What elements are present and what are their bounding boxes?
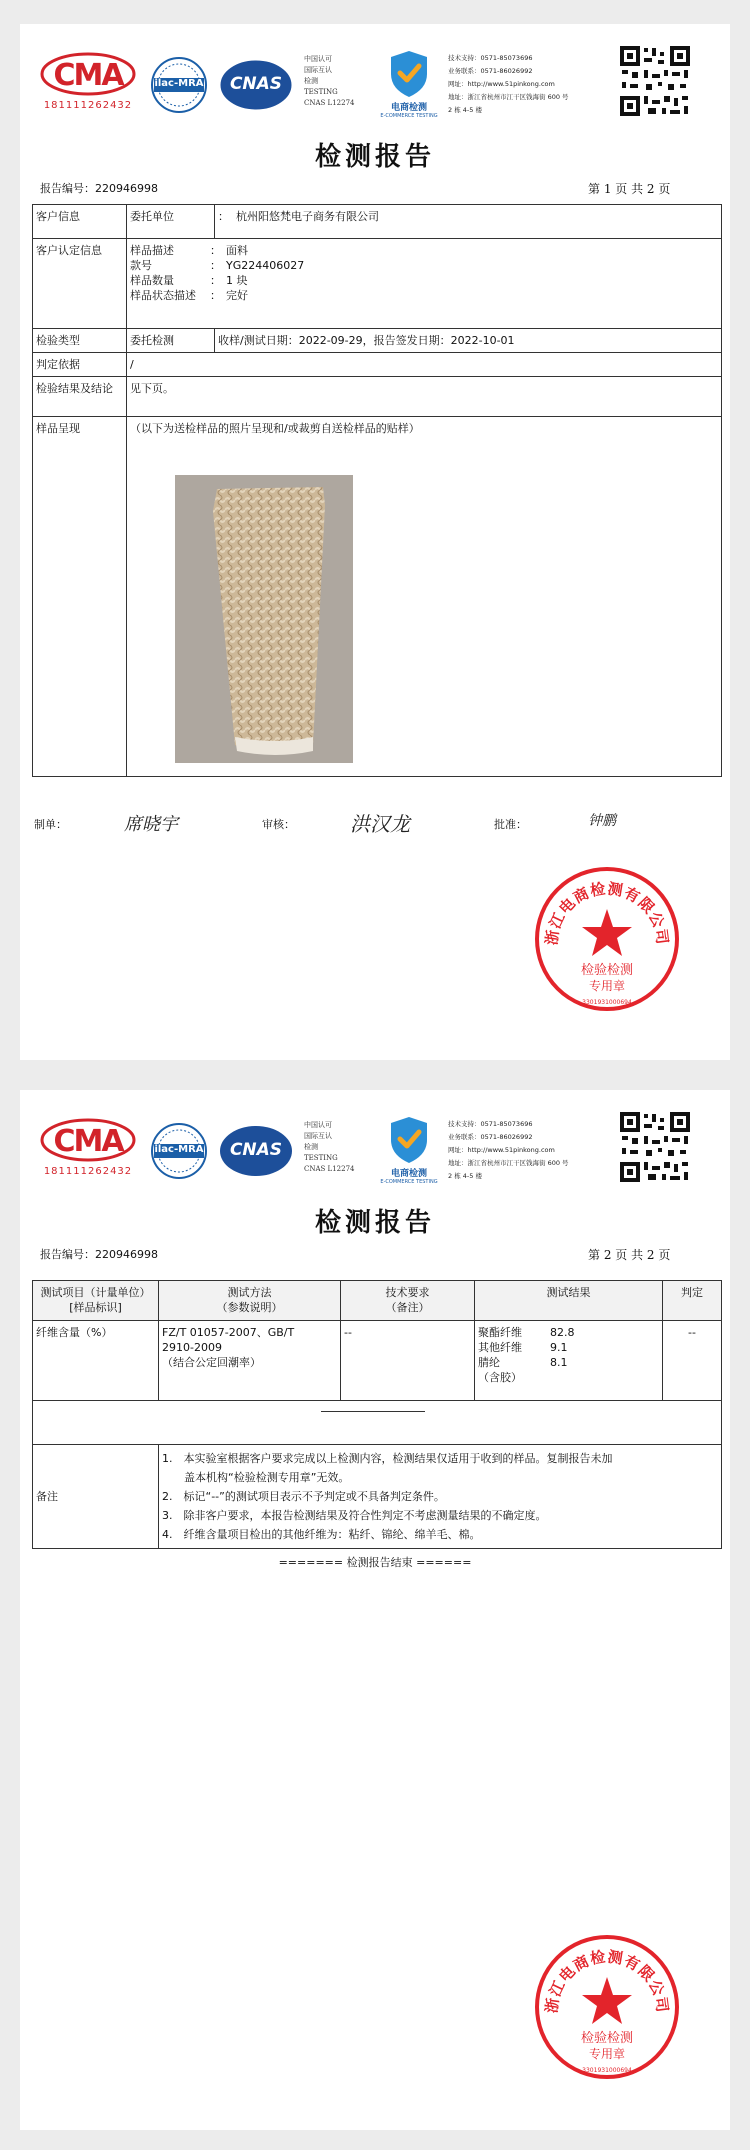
page-indicator: 第 2 页 共 2 页 — [588, 1248, 671, 1262]
list-item: 腈纶 8.1 — [478, 1356, 568, 1369]
approved-signature: 钟鹏 — [588, 813, 616, 829]
svg-text:3301931000694: 3301931000694 — [582, 2067, 632, 2074]
qr-code-icon — [618, 1110, 692, 1184]
report-page-2 — [20, 1090, 730, 2130]
ecommerce-testing-logo: 电商检测 E-COMMERCE TESTING — [372, 48, 446, 124]
ecommerce-testing-logo: 电商检测 E-COMMERCE TESTING — [372, 1114, 446, 1190]
accreditation-text: 中国认可 国际互认 检测 TESTING CNAS L12274 — [304, 55, 355, 107]
table-row: 客户信息 委托单位 ： 杭州阳悠梵电子商务有限公司 — [33, 205, 722, 239]
ilac-mra-logo: ilac-MRA — [148, 1122, 210, 1180]
shield-check-icon — [372, 48, 446, 100]
sample-photo — [175, 475, 353, 763]
table-row — [33, 239, 722, 329]
report-title: 检测报告 — [314, 1208, 435, 1238]
cnas-logo: CNAS — [218, 1124, 294, 1178]
row-key: 委托检测 — [127, 329, 215, 353]
report-number: 报告编号：220946998 — [40, 1248, 158, 1261]
table-row — [33, 417, 722, 777]
svg-text:浙江电商检测有限公司: 浙江电商检测有限公司 — [542, 1947, 672, 2015]
table-row — [33, 329, 722, 353]
row-label: 客户认定信息 — [33, 239, 127, 329]
list-item: 样品状态描述 ： 完好 — [130, 289, 248, 302]
test-method: FZ/T 01057-2007、GB/T 2910-2009 （结合公定回潮率） — [159, 1321, 341, 1401]
official-stamp — [532, 864, 682, 1014]
shield-check-icon — [372, 1114, 446, 1166]
dates-text: 收样/测试日期：2022-09-29，报告签发日期：2022-10-01 — [215, 329, 722, 353]
row-label: 样品呈现 — [33, 417, 127, 777]
client-name: 杭州阳悠梵电子商务有限公司 — [236, 210, 379, 223]
table-row: 检验结果及结论 见下页。 — [33, 377, 722, 417]
svg-text:3301931000694: 3301931000694 — [582, 999, 632, 1006]
cnas-logo: CNAS — [218, 58, 294, 112]
row-label: 判定依据 — [33, 353, 127, 377]
table-row: 判定依据 / — [33, 353, 722, 377]
list-item: 款号 ： YG224406027 — [130, 259, 305, 272]
svg-text:检验检测: 检验检测 — [580, 2031, 634, 2046]
cma-logo — [38, 48, 138, 114]
list-item: 聚酯纤维 82.8 — [478, 1326, 575, 1339]
row-label: 检验类型 — [33, 329, 127, 353]
report-number: 报告编号：220946998 — [40, 182, 158, 195]
cma-number: 181111262432 — [43, 1166, 133, 1177]
row-label: 客户信息 — [33, 205, 127, 239]
contact-info: 技术支持：0571-85073696 业务联系：0571-86026992 网址：http://www.51pinkong.com 地址：浙江省杭州市江干区钱海街 600 号 2 栋 4-5 楼 — [448, 1120, 569, 1180]
reviewed-label: 审核： — [262, 818, 295, 831]
list-item: 样品描述 ： 面料 — [130, 244, 248, 257]
ilac-mra-logo: ilac-MRA — [148, 56, 210, 114]
prepared-signature: 席晓宇 — [124, 814, 178, 835]
report-title: 检测报告 — [314, 142, 435, 172]
qr-code-icon — [618, 44, 692, 118]
row-key: 委托单位 — [127, 205, 215, 239]
svg-text:CMA: CMA — [53, 1124, 123, 1159]
official-stamp — [532, 1932, 682, 2082]
remarks-list: 1. 本实验室根据客户要求完成以上检测内容，检测结果仅适用于收到的样品。复制报告未加 盖本机构“检验检测专用章”无效。 2. 标记“--”的测试项目表示不予判定或不具备判定条件。 3. 除非客户要求，本报告检测结果及符合性判定不考虑测量结果的不确定度。 4. 纤维含量项目检出的其他纤维为：粘纤、锦纶、绵羊毛、棉。 — [159, 1445, 722, 1549]
svg-text:专用章: 专用章 — [588, 2047, 626, 2061]
reviewed-signature: 洪汉龙 — [350, 812, 410, 836]
test-judgement: -- — [663, 1321, 722, 1401]
list-item: 样品数量 ： 1 块 — [130, 274, 248, 287]
remarks-label: 备注 — [33, 1445, 159, 1549]
cma-number: 181111262432 — [43, 100, 133, 111]
divider — [321, 1411, 425, 1412]
test-requirement: -- — [341, 1321, 475, 1401]
accreditation-text: 中国认可 国际互认 检测 TESTING CNAS L12274 — [304, 1121, 355, 1173]
star-icon — [582, 1977, 632, 2024]
contact-info: 技术支持：0571-85073696 业务联系：0571-86026992 网址：http://www.51pinkong.com 地址：浙江省杭州市江干区钱海街 600 号 2 栋 4-5 楼 — [448, 54, 569, 114]
list-item: 其他纤维 9.1 — [478, 1341, 568, 1354]
prepared-label: 制单： — [34, 818, 67, 831]
svg-text:CMA: CMA — [53, 58, 123, 93]
star-icon — [582, 909, 632, 956]
approved-label: 批准： — [494, 818, 527, 831]
report-info-table — [32, 204, 722, 777]
test-result: 聚酯纤维 82.8 其他纤维 9.1 腈纶 8.1 （含胶） — [475, 1321, 663, 1401]
table-header-row: 测试项目（计量单位） [样品标识] 测试方法 （参数说明） 技术要求 （备注） 测试结果 判定 — [33, 1281, 722, 1321]
row-label: 检验结果及结论 — [33, 377, 127, 417]
svg-text:浙江电商检测有限公司: 浙江电商检测有限公司 — [542, 879, 672, 947]
test-results-table — [32, 1280, 722, 1549]
table-row — [33, 1321, 722, 1401]
svg-text:检验检测: 检验检测 — [580, 963, 634, 978]
cma-logo — [38, 1114, 138, 1180]
table-row — [33, 1401, 722, 1445]
page-indicator: 第 1 页 共 2 页 — [588, 182, 671, 196]
report-end-line: ======= 检测报告结束 ====== — [278, 1556, 472, 1569]
table-row — [33, 1445, 722, 1549]
test-item: 纤维含量（%） — [33, 1321, 159, 1401]
svg-text:专用章: 专用章 — [588, 979, 626, 993]
sample-note: （以下为送检样品的照片呈现和/或裁剪自送检样品的贴样） — [130, 422, 420, 435]
report-page-1 — [20, 24, 730, 1060]
